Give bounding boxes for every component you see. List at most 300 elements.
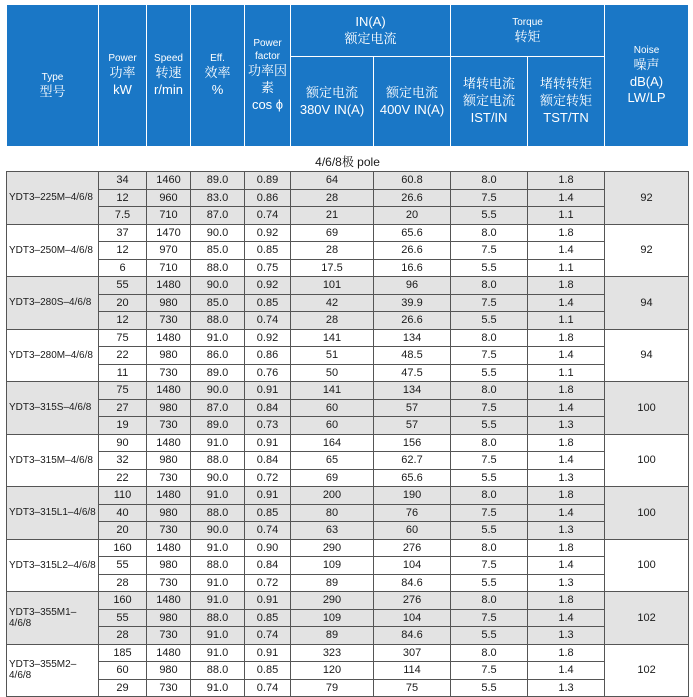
pf-cell: 0.91 <box>245 644 291 662</box>
tst-cell: 1.3 <box>528 469 605 487</box>
tst-cell: 1.3 <box>528 574 605 592</box>
table-row <box>7 644 689 662</box>
current-380v-cell: 64 <box>291 172 374 190</box>
ist-cell: 5.5 <box>451 679 528 697</box>
rated-current-group-header <box>291 5 451 57</box>
current-380v-cell: 51 <box>291 347 374 365</box>
current-380v-cell: 290 <box>291 592 374 610</box>
type-header-en: Type <box>41 71 64 83</box>
noise-cell: 92 <box>605 172 689 225</box>
ist-cell: 5.5 <box>451 417 528 435</box>
power-cell: 12 <box>99 312 147 330</box>
ist-cell: 7.5 <box>451 662 528 680</box>
eff-header-cn: 效率 <box>204 65 231 81</box>
current-380v-cell: 69 <box>291 224 374 242</box>
eff-cell: 88.0 <box>191 662 245 680</box>
pf-cell: 0.85 <box>245 294 291 312</box>
power-cell: 19 <box>99 417 147 435</box>
tst-cell: 1.8 <box>528 224 605 242</box>
current-400v-cell: 156 <box>374 434 451 452</box>
current-380v-cell: 21 <box>291 207 374 225</box>
table-row <box>7 207 689 225</box>
speed-cell: 1480 <box>147 434 191 452</box>
table-row <box>7 347 689 365</box>
eff-cell: 85.0 <box>191 242 245 260</box>
current-400v-cell: 60.8 <box>374 172 451 190</box>
tst-cell: 1.4 <box>528 294 605 312</box>
speed-cell: 1480 <box>147 644 191 662</box>
speed-cell: 980 <box>147 452 191 470</box>
table-row <box>7 487 689 505</box>
table-row <box>7 662 689 680</box>
table-row <box>7 399 689 417</box>
type-cell: YDT3–250M–4/6/8 <box>7 224 99 277</box>
noise-cell: 100 <box>605 539 689 592</box>
speed-cell: 970 <box>147 242 191 260</box>
speed-cell: 1480 <box>147 487 191 505</box>
ist-cell: 8.0 <box>451 539 528 557</box>
tst-cell: 1.4 <box>528 662 605 680</box>
eff-cell: 91.0 <box>191 487 245 505</box>
power-cell: 160 <box>99 539 147 557</box>
speed-header-en: Speed <box>154 53 183 65</box>
current-380v-cell: 17.5 <box>291 259 374 277</box>
eff-cell: 91.0 <box>191 679 245 697</box>
ist-cell: 7.5 <box>451 452 528 470</box>
power-cell: 37 <box>99 224 147 242</box>
tst-header-cn2: 额定转矩 <box>540 93 593 109</box>
current-380v-cell: 141 <box>291 382 374 400</box>
current-400v-cell: 48.5 <box>374 347 451 365</box>
type-cell: YDT3–315M–4/6/8 <box>7 434 99 487</box>
eff-cell: 90.0 <box>191 522 245 540</box>
table-row <box>7 312 689 330</box>
speed-cell: 980 <box>147 294 191 312</box>
pf-cell: 0.86 <box>245 189 291 207</box>
current-380v-cell: 164 <box>291 434 374 452</box>
current-400v-cell: 26.6 <box>374 312 451 330</box>
speed-cell: 1470 <box>147 224 191 242</box>
power-cell: 32 <box>99 452 147 470</box>
speed-cell: 980 <box>147 557 191 575</box>
noise-cell: 102 <box>605 592 689 645</box>
noise-cell: 100 <box>605 382 689 435</box>
current-380v-cell: 200 <box>291 487 374 505</box>
ist-cell: 8.0 <box>451 172 528 190</box>
power-cell: 60 <box>99 662 147 680</box>
current-400v-header <box>374 57 451 147</box>
torque-header-cn: 转矩 <box>514 28 541 44</box>
pf-cell: 0.75 <box>245 259 291 277</box>
current-380v-cell: 28 <box>291 189 374 207</box>
speed-cell: 730 <box>147 679 191 697</box>
ist-cell: 5.5 <box>451 364 528 382</box>
current-380v-cell: 323 <box>291 644 374 662</box>
pf-cell: 0.76 <box>245 364 291 382</box>
ist-cell: 7.5 <box>451 504 528 522</box>
table-row <box>7 189 689 207</box>
tst-header-cn1: 堵转转矩 <box>540 76 593 92</box>
pf-cell: 0.91 <box>245 434 291 452</box>
eff-cell: 91.0 <box>191 574 245 592</box>
table-row <box>7 382 689 400</box>
ist-header <box>451 57 528 147</box>
table-row <box>7 329 689 347</box>
power-cell: 28 <box>99 627 147 645</box>
speed-cell: 710 <box>147 259 191 277</box>
ist-cell: 5.5 <box>451 627 528 645</box>
current-380v-cell: 60 <box>291 399 374 417</box>
power-header-unit: kW <box>113 82 132 97</box>
eff-cell: 88.0 <box>191 259 245 277</box>
power-cell: 160 <box>99 592 147 610</box>
ist-cell: 7.5 <box>451 557 528 575</box>
power-cell: 20 <box>99 294 147 312</box>
current-380v-cell: 290 <box>291 539 374 557</box>
current-400v-cell: 75 <box>374 679 451 697</box>
current-380v-cell: 79 <box>291 679 374 697</box>
type-cell: YDT3–355M1–4/6/8 <box>7 592 99 645</box>
power-header <box>99 5 147 147</box>
tst-cell: 1.1 <box>528 259 605 277</box>
current-400v-cell: 104 <box>374 609 451 627</box>
eff-cell: 88.0 <box>191 312 245 330</box>
current-380v-cell: 109 <box>291 609 374 627</box>
in400-header-unit: 400V IN(A) <box>379 101 445 117</box>
current-380v-cell: 120 <box>291 662 374 680</box>
tst-cell: 1.8 <box>528 487 605 505</box>
eff-cell: 90.0 <box>191 277 245 295</box>
pf-cell: 0.91 <box>245 382 291 400</box>
current-380v-cell: 101 <box>291 277 374 295</box>
pf-header-unit: cos ϕ <box>251 96 284 112</box>
current-380v-cell: 109 <box>291 557 374 575</box>
current-400v-cell: 47.5 <box>374 364 451 382</box>
eff-cell: 91.0 <box>191 592 245 610</box>
eff-cell: 90.0 <box>191 382 245 400</box>
pole-label: 4/6/8极 pole <box>7 151 689 172</box>
ist-cell: 8.0 <box>451 224 528 242</box>
in-header-cn: 额定电流 <box>344 30 397 46</box>
tst-cell: 1.3 <box>528 627 605 645</box>
tst-header <box>528 57 605 147</box>
eff-cell: 91.0 <box>191 644 245 662</box>
ist-cell: 7.5 <box>451 242 528 260</box>
table-row <box>7 627 689 645</box>
speed-cell: 1480 <box>147 382 191 400</box>
eff-cell: 90.0 <box>191 224 245 242</box>
current-380v-cell: 80 <box>291 504 374 522</box>
speed-cell: 730 <box>147 522 191 540</box>
noise-cell: 92 <box>605 224 689 277</box>
eff-cell: 87.0 <box>191 399 245 417</box>
power-cell: 90 <box>99 434 147 452</box>
eff-header-unit: % <box>211 82 224 97</box>
current-400v-cell: 276 <box>374 539 451 557</box>
ist-cell: 7.5 <box>451 294 528 312</box>
table-row <box>7 522 689 540</box>
tst-cell: 1.8 <box>528 434 605 452</box>
table-row <box>7 294 689 312</box>
speed-cell: 730 <box>147 469 191 487</box>
tst-cell: 1.4 <box>528 452 605 470</box>
eff-cell: 87.0 <box>191 207 245 225</box>
eff-cell: 89.0 <box>191 364 245 382</box>
current-400v-cell: 57 <box>374 417 451 435</box>
current-380v-cell: 65 <box>291 452 374 470</box>
torque-group-header <box>451 5 605 57</box>
noise-cell: 100 <box>605 487 689 540</box>
ist-cell: 7.5 <box>451 347 528 365</box>
pf-cell: 0.86 <box>245 347 291 365</box>
power-cell: 22 <box>99 469 147 487</box>
power-header-en: Power <box>108 53 137 65</box>
noise-header-en: Noise <box>633 44 660 56</box>
ist-cell: 5.5 <box>451 259 528 277</box>
table-row <box>7 434 689 452</box>
power-cell: 29 <box>99 679 147 697</box>
current-380v-cell: 28 <box>291 312 374 330</box>
tst-cell: 1.1 <box>528 207 605 225</box>
pf-cell: 0.90 <box>245 539 291 557</box>
eff-cell: 90.0 <box>191 469 245 487</box>
pf-cell: 0.74 <box>245 522 291 540</box>
type-cell: YDT3–355M2–4/6/8 <box>7 644 99 697</box>
speed-cell: 980 <box>147 347 191 365</box>
current-400v-cell: 20 <box>374 207 451 225</box>
current-400v-cell: 96 <box>374 277 451 295</box>
tst-cell: 1.1 <box>528 364 605 382</box>
power-cell: 34 <box>99 172 147 190</box>
motor-spec-table-container <box>6 4 688 697</box>
speed-header-cn: 转速 <box>155 65 182 81</box>
type-cell: YDT3–280M–4/6/8 <box>7 329 99 382</box>
tst-cell: 1.8 <box>528 277 605 295</box>
table-row <box>7 557 689 575</box>
table-row <box>7 417 689 435</box>
current-400v-cell: 84.6 <box>374 574 451 592</box>
pf-cell: 0.92 <box>245 329 291 347</box>
pf-cell: 0.84 <box>245 557 291 575</box>
power-header-cn: 功率 <box>109 65 136 81</box>
eff-cell: 88.0 <box>191 609 245 627</box>
in-header-en: IN(A) <box>355 13 386 29</box>
speed-cell: 730 <box>147 627 191 645</box>
in400-header-cn: 额定电流 <box>386 84 439 100</box>
current-380v-cell: 141 <box>291 329 374 347</box>
speed-cell: 730 <box>147 417 191 435</box>
current-380v-cell: 63 <box>291 522 374 540</box>
speed-cell: 730 <box>147 574 191 592</box>
table-row <box>7 574 689 592</box>
tst-cell: 1.4 <box>528 609 605 627</box>
in380-header-unit: 380V IN(A) <box>299 101 365 117</box>
motor-spec-table <box>6 4 689 697</box>
pf-cell: 0.72 <box>245 469 291 487</box>
pf-cell: 0.73 <box>245 417 291 435</box>
eff-cell: 85.0 <box>191 294 245 312</box>
table-body <box>7 147 689 697</box>
eff-cell: 89.0 <box>191 172 245 190</box>
speed-cell: 980 <box>147 662 191 680</box>
current-400v-cell: 307 <box>374 644 451 662</box>
eff-cell: 91.0 <box>191 627 245 645</box>
pf-cell: 0.84 <box>245 452 291 470</box>
speed-cell: 960 <box>147 189 191 207</box>
speed-cell: 730 <box>147 312 191 330</box>
eff-header-en: Eff. <box>210 53 225 65</box>
current-400v-cell: 134 <box>374 329 451 347</box>
power-cell: 55 <box>99 557 147 575</box>
eff-cell: 88.0 <box>191 557 245 575</box>
noise-cell: 102 <box>605 644 689 697</box>
table-row <box>7 259 689 277</box>
speed-cell: 1480 <box>147 592 191 610</box>
tst-cell: 1.8 <box>528 539 605 557</box>
noise-header <box>605 5 689 147</box>
eff-cell: 89.0 <box>191 417 245 435</box>
ist-cell: 5.5 <box>451 312 528 330</box>
table-row <box>7 609 689 627</box>
ist-header-cn1: 堵转电流 <box>463 76 516 92</box>
pf-cell: 0.85 <box>245 609 291 627</box>
table-row <box>7 364 689 382</box>
ist-cell: 8.0 <box>451 329 528 347</box>
current-400v-cell: 26.6 <box>374 242 451 260</box>
tst-cell: 1.4 <box>528 504 605 522</box>
table-row <box>7 277 689 295</box>
speed-cell: 730 <box>147 364 191 382</box>
tst-cell: 1.8 <box>528 382 605 400</box>
power-cell: 12 <box>99 242 147 260</box>
current-400v-cell: 276 <box>374 592 451 610</box>
type-cell: YDT3–225M–4/6/8 <box>7 172 99 225</box>
table-row <box>7 592 689 610</box>
eff-cell: 86.0 <box>191 347 245 365</box>
power-cell: 75 <box>99 382 147 400</box>
current-400v-cell: 60 <box>374 522 451 540</box>
power-cell: 20 <box>99 522 147 540</box>
tst-header-unit: TST/TN <box>543 109 589 125</box>
type-cell: YDT3–315L2–4/6/8 <box>7 539 99 592</box>
power-cell: 22 <box>99 347 147 365</box>
eff-header <box>191 5 245 147</box>
ist-cell: 5.5 <box>451 574 528 592</box>
table-row <box>7 539 689 557</box>
ist-cell: 5.5 <box>451 522 528 540</box>
ist-cell: 7.5 <box>451 399 528 417</box>
noise-header-unit1: dB(A) <box>629 73 664 89</box>
tst-cell: 1.4 <box>528 399 605 417</box>
tst-cell: 1.4 <box>528 347 605 365</box>
eff-cell: 83.0 <box>191 189 245 207</box>
current-380v-cell: 89 <box>291 627 374 645</box>
speed-cell: 1480 <box>147 329 191 347</box>
tst-cell: 1.8 <box>528 172 605 190</box>
pf-header-cn: 功率因素 <box>247 63 287 96</box>
speed-cell: 1480 <box>147 539 191 557</box>
noise-cell: 100 <box>605 434 689 487</box>
power-factor-header <box>245 5 291 147</box>
noise-header-unit2: LW/LP <box>627 90 666 106</box>
pf-cell: 0.85 <box>245 504 291 522</box>
pf-cell: 0.89 <box>245 172 291 190</box>
table-row <box>7 504 689 522</box>
speed-header <box>147 5 191 147</box>
type-cell: YDT3–315L1–4/6/8 <box>7 487 99 540</box>
eff-cell: 91.0 <box>191 434 245 452</box>
table-row <box>7 242 689 260</box>
power-cell: 75 <box>99 329 147 347</box>
current-380v-cell: 69 <box>291 469 374 487</box>
ist-cell: 7.5 <box>451 609 528 627</box>
current-400v-cell: 76 <box>374 504 451 522</box>
current-400v-cell: 104 <box>374 557 451 575</box>
power-cell: 11 <box>99 364 147 382</box>
ist-cell: 8.0 <box>451 487 528 505</box>
speed-cell: 980 <box>147 609 191 627</box>
current-380v-cell: 28 <box>291 242 374 260</box>
current-380v-header <box>291 57 374 147</box>
power-cell: 7.5 <box>99 207 147 225</box>
power-cell: 28 <box>99 574 147 592</box>
ist-cell: 5.5 <box>451 207 528 225</box>
speed-cell: 980 <box>147 504 191 522</box>
tst-cell: 1.8 <box>528 329 605 347</box>
table-row <box>7 452 689 470</box>
power-cell: 12 <box>99 189 147 207</box>
tst-cell: 1.8 <box>528 592 605 610</box>
pf-cell: 0.74 <box>245 679 291 697</box>
current-380v-cell: 60 <box>291 417 374 435</box>
ist-cell: 5.5 <box>451 469 528 487</box>
eff-cell: 88.0 <box>191 452 245 470</box>
ist-cell: 7.5 <box>451 189 528 207</box>
speed-cell: 1480 <box>147 277 191 295</box>
tst-cell: 1.3 <box>528 417 605 435</box>
pf-cell: 0.72 <box>245 574 291 592</box>
noise-cell: 94 <box>605 329 689 382</box>
current-400v-cell: 16.6 <box>374 259 451 277</box>
speed-header-unit: r/min <box>154 82 183 97</box>
table-header <box>7 5 689 147</box>
power-cell: 55 <box>99 609 147 627</box>
tst-cell: 1.1 <box>528 312 605 330</box>
tst-cell: 1.4 <box>528 557 605 575</box>
pf-cell: 0.74 <box>245 312 291 330</box>
speed-cell: 1460 <box>147 172 191 190</box>
ist-cell: 8.0 <box>451 382 528 400</box>
eff-cell: 88.0 <box>191 504 245 522</box>
power-cell: 110 <box>99 487 147 505</box>
current-400v-cell: 65.6 <box>374 224 451 242</box>
current-400v-cell: 114 <box>374 662 451 680</box>
noise-header-cn: 噪声 <box>633 56 660 72</box>
type-cell: YDT3–315S–4/6/8 <box>7 382 99 435</box>
speed-cell: 980 <box>147 399 191 417</box>
pf-cell: 0.91 <box>245 592 291 610</box>
current-380v-cell: 89 <box>291 574 374 592</box>
tst-cell: 1.8 <box>528 644 605 662</box>
table-row <box>7 172 689 190</box>
table-row <box>7 469 689 487</box>
current-400v-cell: 39.9 <box>374 294 451 312</box>
tst-cell: 1.3 <box>528 679 605 697</box>
tst-cell: 1.4 <box>528 242 605 260</box>
pf-cell: 0.85 <box>245 242 291 260</box>
tst-cell: 1.4 <box>528 189 605 207</box>
current-400v-cell: 134 <box>374 382 451 400</box>
